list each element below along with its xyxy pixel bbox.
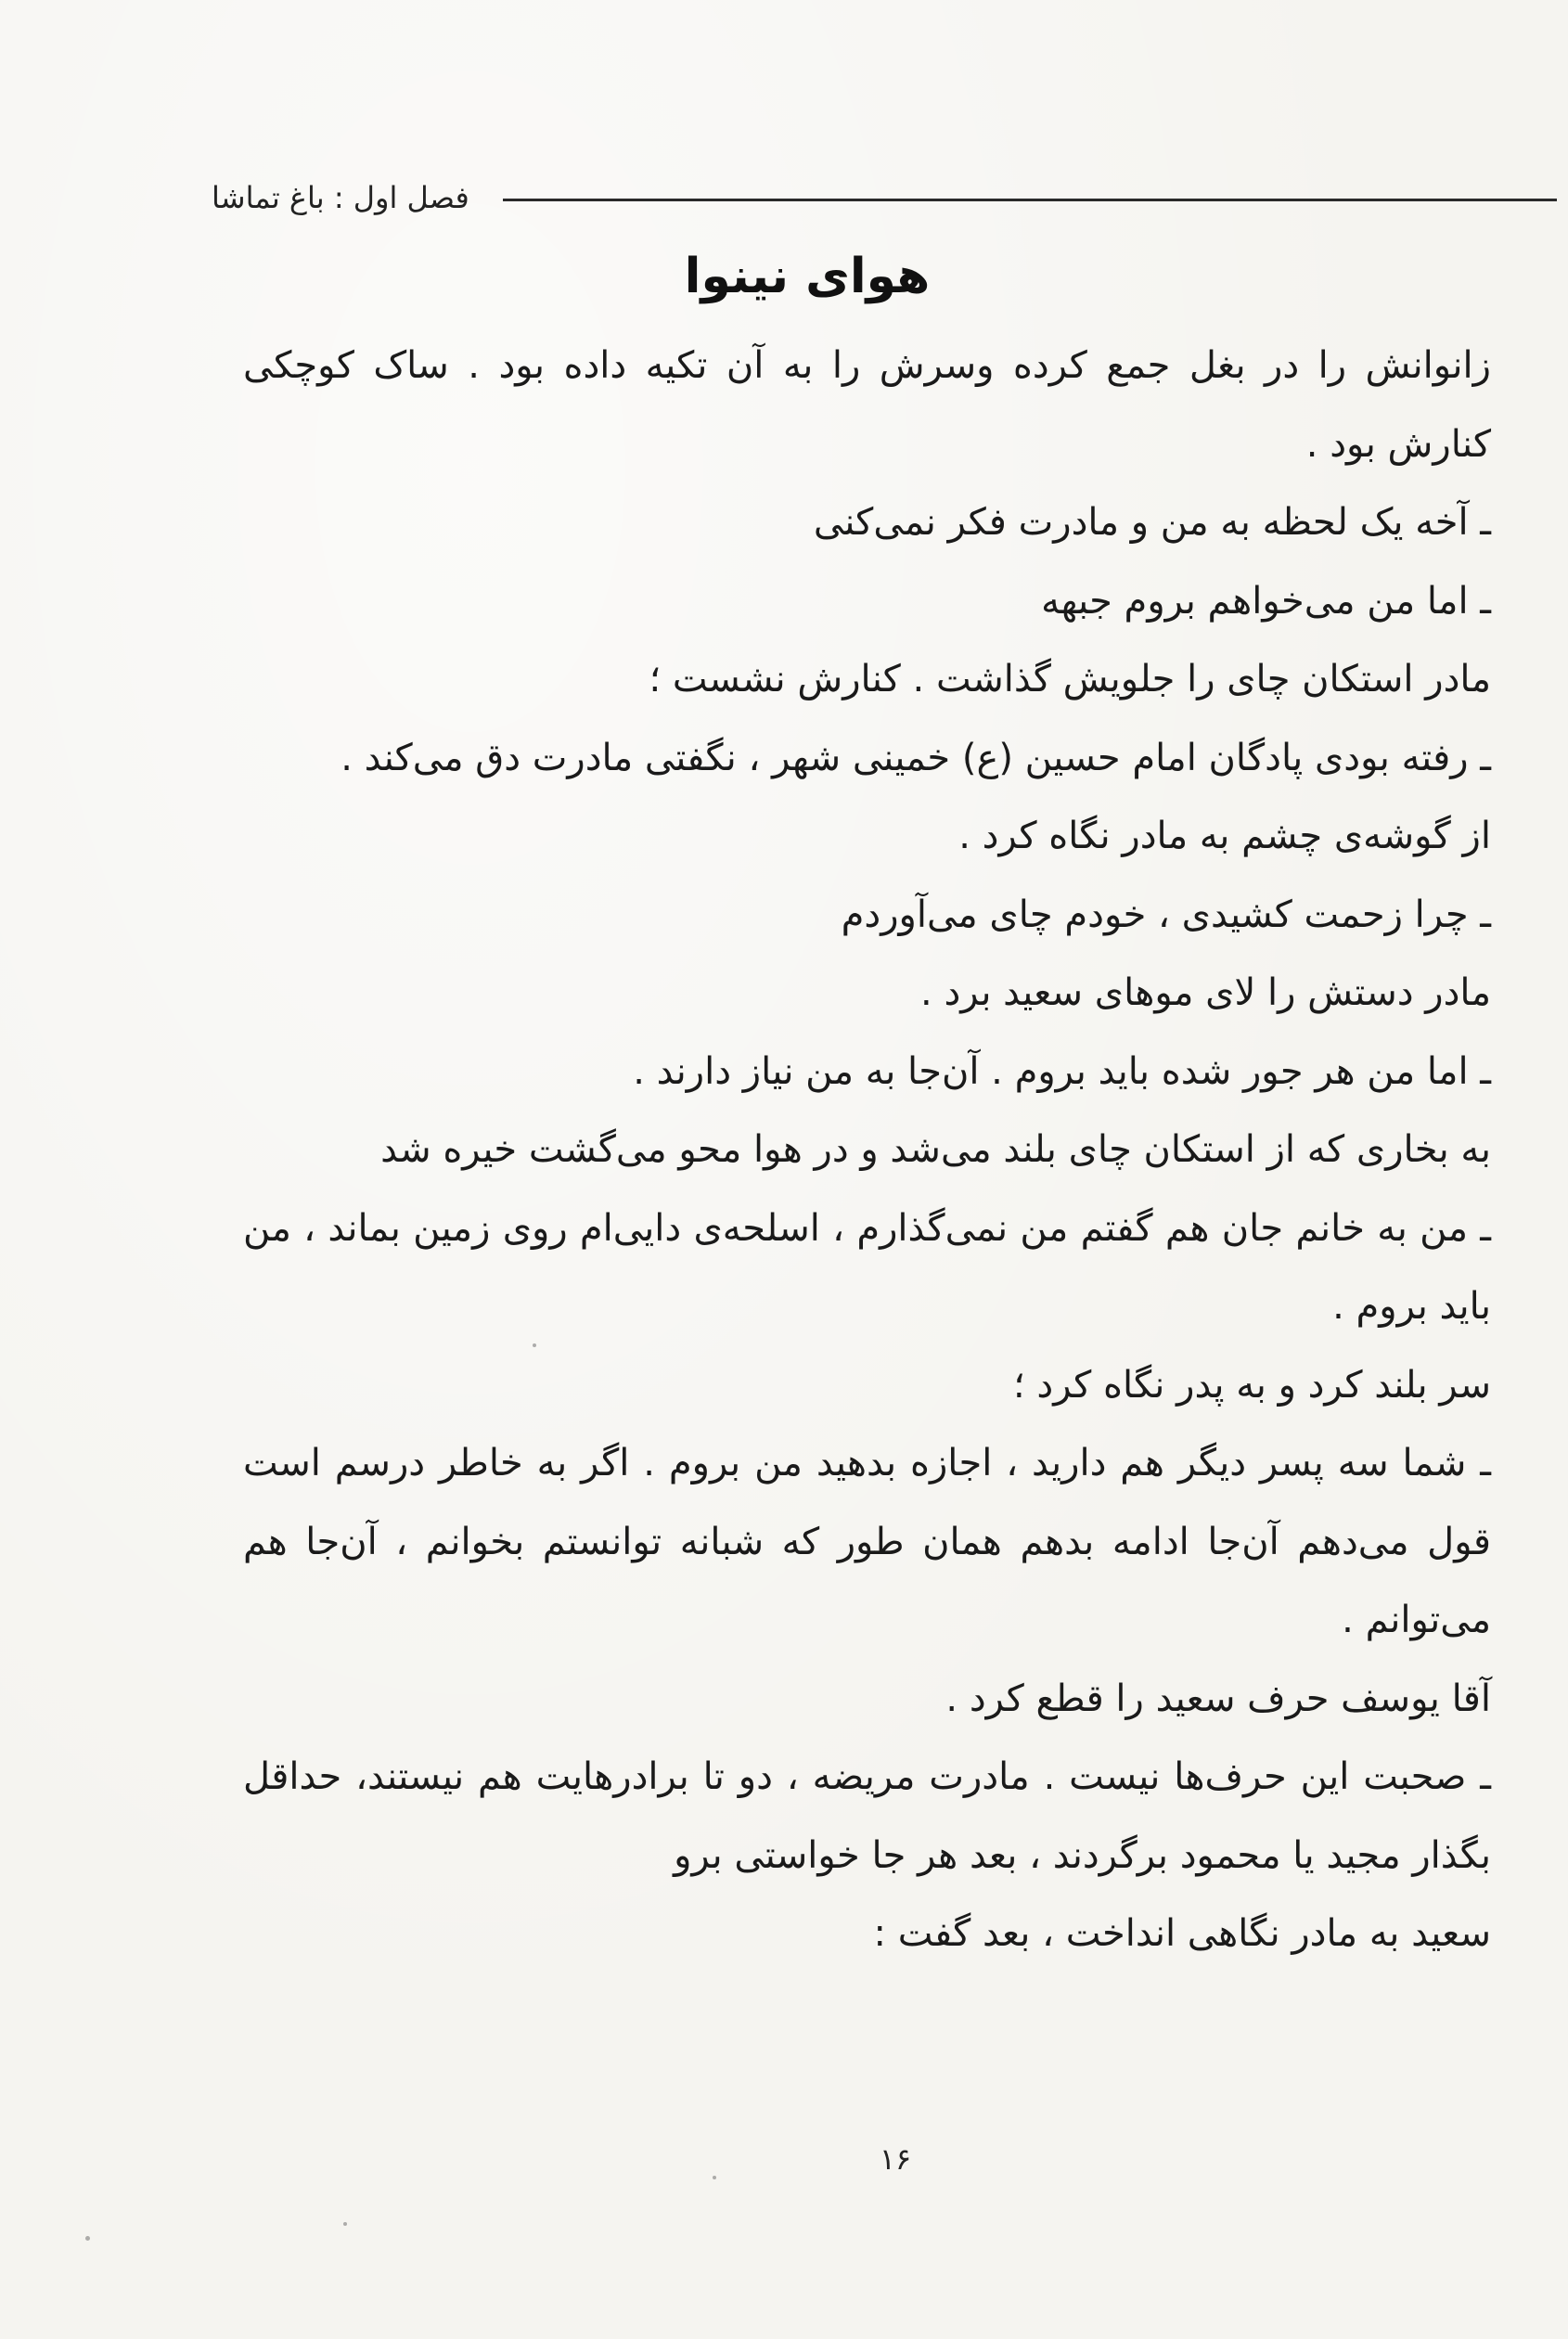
paragraph: سر بلند کرد و به پدر نگاه کرد ؛ (1012, 1363, 1491, 1407)
paragraph: به بخاری که از استکان چای بلند می‌شد و در هوا محو می‌گشت خیره شد (380, 1128, 1491, 1171)
paragraph: ـ صحبت این حرف‌ها نیست . مادرت مریضه ، دو تا برادرهایت هم نیستند، حداقل بگذار مجید یا محمود برگردند ، بعد هر جا خواستی برو (243, 1755, 1491, 1877)
running-head-title: فصل اول : باغ تماشا (212, 180, 469, 215)
body-text (243, 327, 1491, 1973)
paragraph: ـ من به خانم جان هم گفتم من نمی‌گذارم ، اسلحه‌ی دایی‌ام روی زمین بماند ، من باید بروم . (243, 1206, 1491, 1328)
paragraph: آقا یوسف حرف سعید را قطع کرد . (945, 1677, 1491, 1720)
scan-speck (343, 2222, 347, 2226)
paragraph: ـ رفته بودی پادگان امام حسین (ع) خمینی شهر ، نگفتی مادرت دق می‌کند . (341, 736, 1491, 779)
paragraph: از گوشه‌ی چشم به مادر نگاه کرد . (958, 815, 1491, 857)
scan-speck (85, 2236, 90, 2241)
paragraph: ـ چرا زحمت کشیدی ، خودم چای می‌آوردم (841, 893, 1491, 936)
running-head-rule (503, 199, 1557, 201)
paragraph: مادر استکان چای را جلویش گذاشت . کنارش نشست ؛ (649, 658, 1491, 700)
paragraph: زانوانش را در بغل جمع کرده وسرش را به آن تکیه داده بود . ساک کوچکی کنارش بود . (243, 344, 1491, 466)
scan-speck (713, 2176, 716, 2179)
scan-speck (533, 1343, 536, 1347)
paragraph: ـ اما من می‌خواهم بروم جبهه (1041, 579, 1491, 623)
chapter-title (0, 249, 1568, 304)
paragraph: ـ شما سه پسر دیگر هم دارید ، اجازه بدهید من بروم . اگر به خاطر درسم است قول می‌دهم آن‌جا ادامه بدهم همان طور که شبانه توانستم بخوانم ، آن‌جا هم می‌توانم . (243, 1442, 1491, 1641)
paragraph: ـ اما من هر جور شده باید بروم . آن‌جا به من نیاز دارند . (633, 1049, 1491, 1093)
running-head (212, 174, 1557, 230)
paragraph: ـ آخه یک لحظه به من و مادرت فکر نمی‌کنی (813, 501, 1491, 544)
chapter-title-text: هوای نینوا (684, 249, 931, 304)
paragraph: مادر دستش را لای موهای سعید برد . (920, 971, 1491, 1014)
page-number (0, 2141, 1568, 2177)
page-number-text: ۱۶ (879, 2141, 912, 2177)
paragraph: سعید به مادر نگاهی انداخت ، بعد گفت : (873, 1912, 1491, 1955)
